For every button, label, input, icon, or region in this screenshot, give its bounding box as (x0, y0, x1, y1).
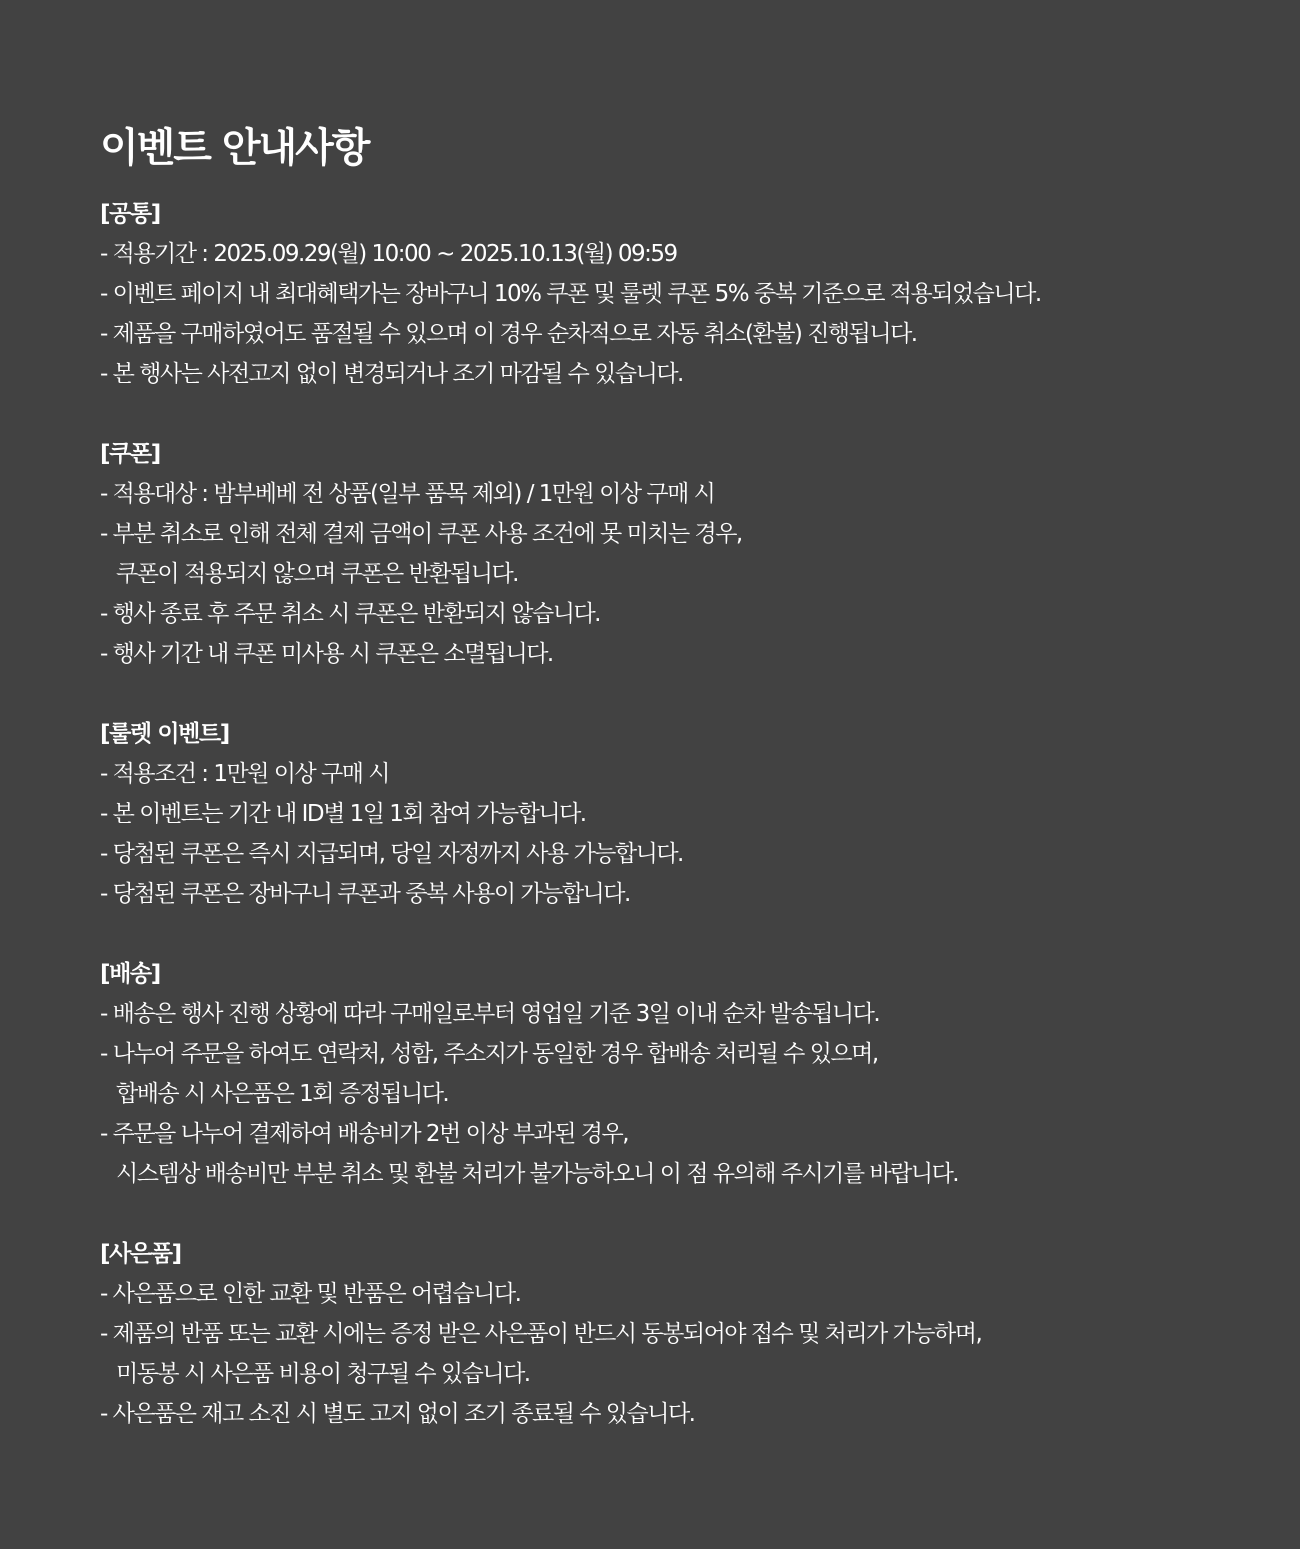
section-common (100, 194, 1300, 394)
page-title: 이벤트 안내사항 (100, 125, 369, 171)
notice-item: - 제품의 반품 또는 교환 시에는 증정 받은 사은품이 반드시 동봉되어야 접수 및 처리가 가능하며, (100, 1321, 982, 1347)
notice-item: - 주문을 나누어 결제하여 배송비가 2번 이상 부과된 경우, (100, 1121, 629, 1147)
notice-item-continuation: 합배송 시 사은품은 1회 증정됩니다. (116, 1081, 449, 1107)
notice-item-continuation: 미동봉 시 사은품 비용이 청구될 수 있습니다. (116, 1361, 530, 1387)
notice-item: - 적용기간 : 2025.09.29(월) 10:00 ~ 2025.10.13(월) 09:59 (100, 241, 677, 267)
notice-item: - 당첨된 쿠폰은 즉시 지급되며, 당일 자정까지 사용 가능합니다. (100, 841, 683, 867)
notice-item: - 본 행사는 사전고지 없이 변경되거나 조기 마감될 수 있습니다. (100, 361, 683, 387)
section-coupon (100, 434, 1300, 674)
section-shipping (100, 954, 1300, 1194)
section-heading: [공통] (100, 201, 160, 227)
notice-item: - 이벤트 페이지 내 최대혜택가는 장바구니 10% 쿠폰 및 룰렛 쿠폰 5% 중복 기준으로 적용되었습니다. (100, 281, 1041, 307)
section-heading: [배송] (100, 961, 160, 987)
notice-item: - 적용조건 : 1만원 이상 구매 시 (100, 761, 389, 787)
notice-item: - 당첨된 쿠폰은 장바구니 쿠폰과 중복 사용이 가능합니다. (100, 881, 630, 907)
notice-item: - 본 이벤트는 기간 내 ID별 1일 1회 참여 가능합니다. (100, 801, 586, 827)
section-heading: [쿠폰] (100, 441, 160, 467)
section-heading: [룰렛 이벤트] (100, 721, 229, 747)
section-roulette (100, 714, 1300, 914)
section-heading: [사은품] (100, 1241, 181, 1267)
notice-item: - 사은품은 재고 소진 시 별도 고지 없이 조기 종료될 수 있습니다. (100, 1401, 695, 1427)
notice-item: - 행사 종료 후 주문 취소 시 쿠폰은 반환되지 않습니다. (100, 601, 600, 627)
notice-item: - 나누어 주문을 하여도 연락처, 성함, 주소지가 동일한 경우 합배송 처리될 수 있으며, (100, 1041, 878, 1067)
notice-item-continuation: 시스템상 배송비만 부분 취소 및 환불 처리가 불가능하오니 이 점 유의해 주시기를 바랍니다. (116, 1161, 959, 1187)
notice-item: - 적용대상 : 밤부베베 전 상품(일부 품목 제외) / 1만원 이상 구매 시 (100, 481, 715, 507)
notice-item: - 부분 취소로 인해 전체 결제 금액이 쿠폰 사용 조건에 못 미치는 경우, (100, 521, 742, 547)
notice-item: - 제품을 구매하였어도 품절될 수 있으며 이 경우 순차적으로 자동 취소(환불) 진행됩니다. (100, 321, 917, 347)
notice-item: - 배송은 행사 진행 상황에 따라 구매일로부터 영업일 기준 3일 이내 순차 발송됩니다. (100, 1001, 880, 1027)
section-gift (100, 1234, 1300, 1434)
notice-item: - 행사 기간 내 쿠폰 미사용 시 쿠폰은 소멸됩니다. (100, 641, 553, 667)
notice-item-continuation: 쿠폰이 적용되지 않으며 쿠폰은 반환됩니다. (116, 561, 518, 587)
notice-item: - 사은품으로 인한 교환 및 반품은 어렵습니다. (100, 1281, 521, 1307)
